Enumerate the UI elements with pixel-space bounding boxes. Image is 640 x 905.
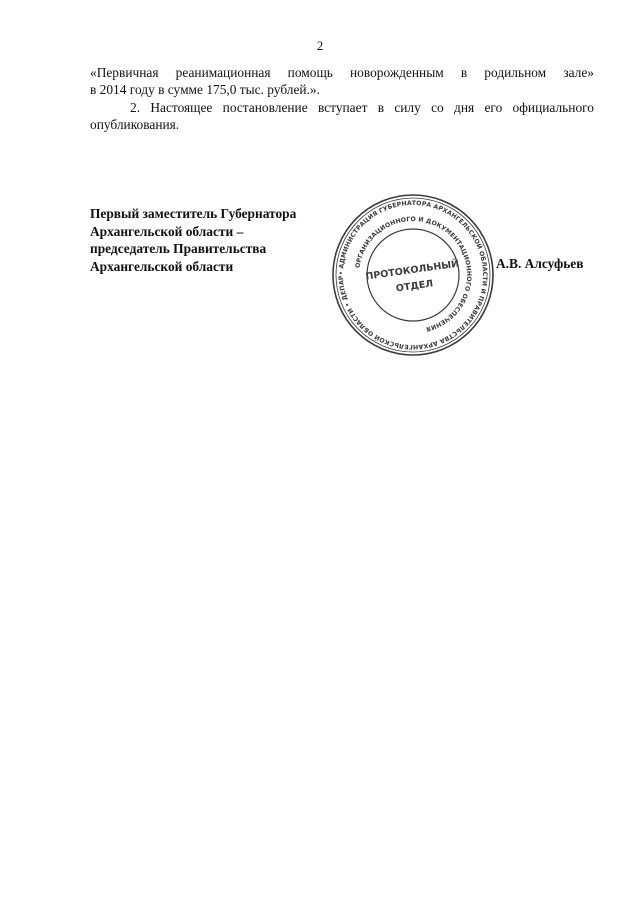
stamp-inner-ring-text: ОРГАНИЗАЦИОННОГО И ДОКУМЕНТАЦИОННОГО ОБЕСПЕЧЕНИЯ [354,215,473,333]
signatory-title-line: Архангельской области [90,258,234,274]
signatory-title-line: Первый заместитель Губернатора [90,206,297,221]
signatory-title [90,205,350,275]
document-body [90,64,594,133]
stamp-center-line-2: ОТДЕЛ [395,278,434,295]
page-number: 2 [316,38,324,53]
paragraph-2-line-1: 2. Настоящее постановление вступает в силу со дня его официального [130,100,594,115]
stamp-ring-text: • АДМИНИСТРАЦИЯ ГУБЕРНАТОРА АРХАНГЕЛЬСКОЙ ОБЛАСТИ И ПРАВИТЕЛЬСТВА АРХАНГЕЛЬСКОЙ ОБЛАСТИ • ДЕПАРТАМЕНТ • [324,185,489,351]
stamp-center-line-1: ПРОТОКОЛЬНЫЙ [364,258,460,283]
paragraph-1-line-2: в 2014 году в сумме 175,0 тыс. рублей.». [90,82,320,97]
paragraph-1-line-1: «Первичная реанимационная помощь новорожденным в родильном зале» [90,65,594,80]
signatory-name: А.В. Алсуфьев [496,256,584,271]
official-stamp [324,185,498,360]
signatory-title-line: Архангельской области – [90,223,244,239]
paragraph-2-line-2: опубликования. [90,117,180,132]
stamp-seal-icon [324,185,498,360]
signatory-title-line: председатель Правительства [90,241,267,256]
